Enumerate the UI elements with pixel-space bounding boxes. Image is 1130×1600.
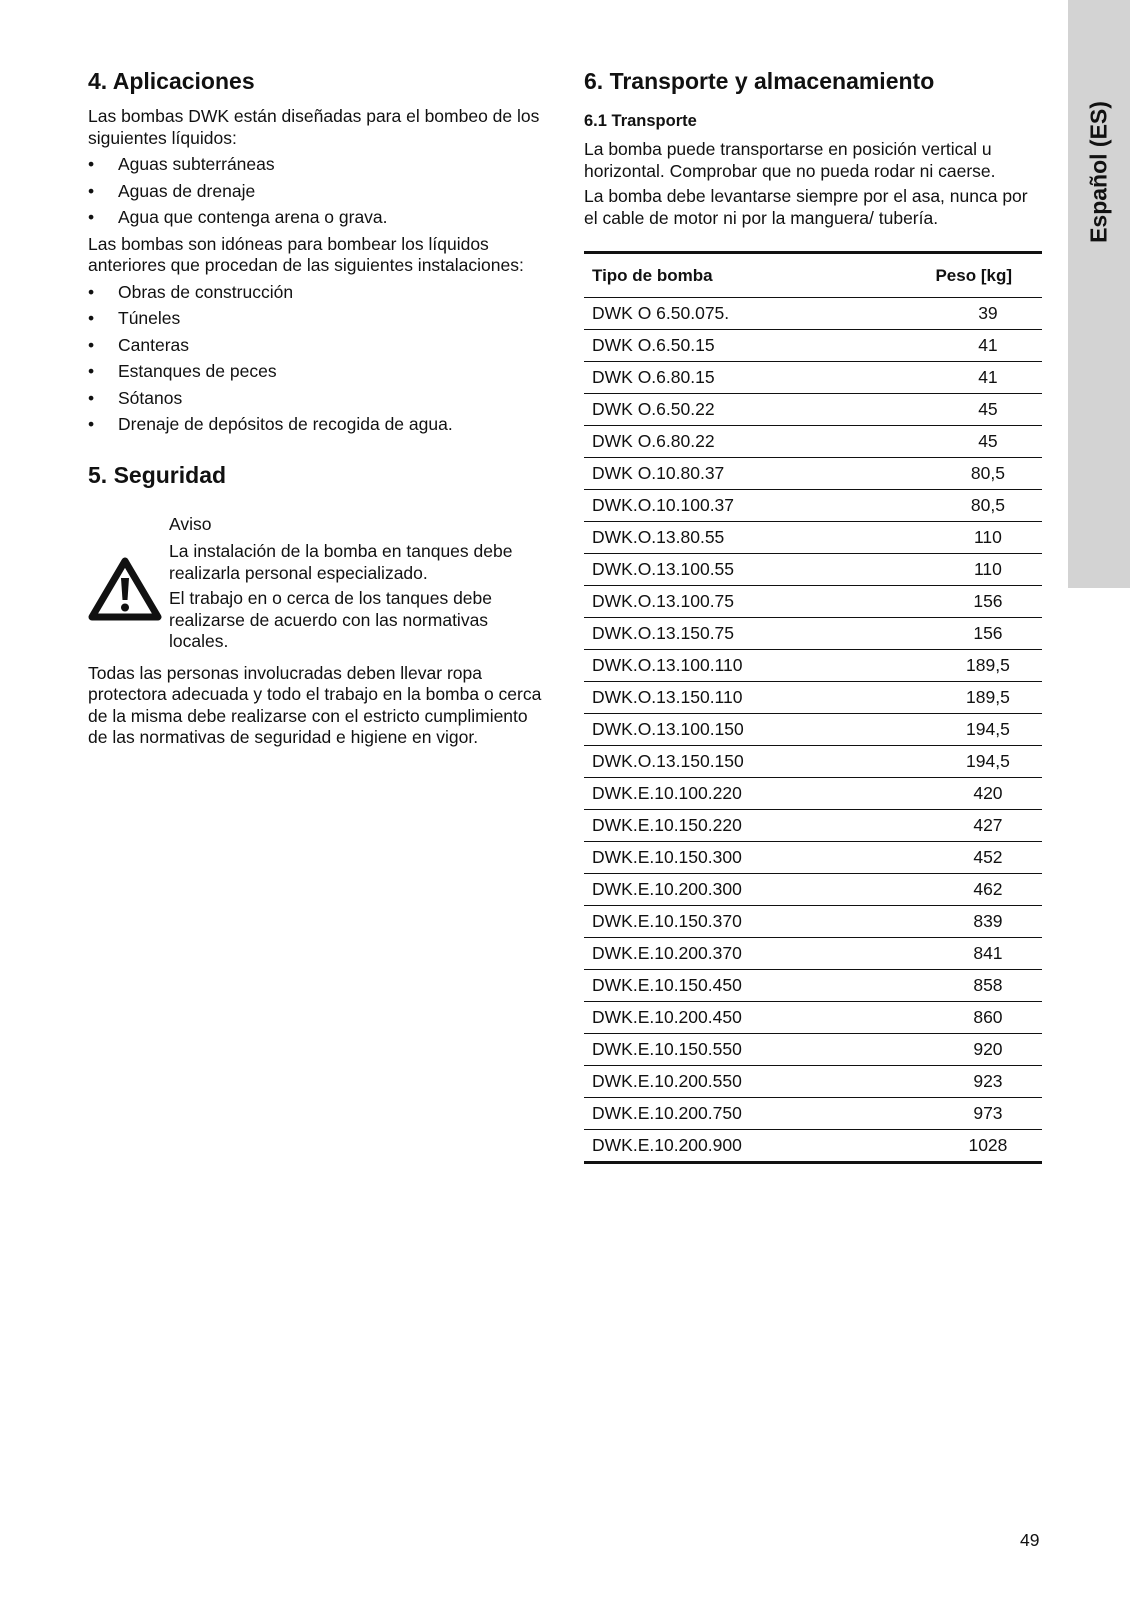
right-column [584,66,1042,1164]
warning-text-1: La instalación de la bomba en tanques debe realizarla personal especializado. [169,541,513,583]
pump-type-cell: DWK.E.10.200.370 [584,938,792,970]
list-item: • Drenaje de depósitos de recogida de agua. [88,414,548,436]
list-item: • Canteras [88,335,548,357]
weight-cell: 1028 [792,1130,1042,1163]
pump-type-cell: DWK.O.13.100.75 [584,586,792,618]
pump-type-cell: DWK.O.13.150.110 [584,682,792,714]
table-row [584,522,1042,554]
pump-type-cell: DWK.E.10.200.550 [584,1066,792,1098]
section-6-title: 6. Transporte y almacenamiento [584,68,935,94]
weight-cell: 920 [792,1034,1042,1066]
weight-cell: 45 [792,426,1042,458]
table-row [584,618,1042,650]
weight-cell: 923 [792,1066,1042,1098]
table-row [584,1098,1042,1130]
language-tab-label: Español (ES) [1085,101,1112,243]
table-row [584,394,1042,426]
section-seguridad [88,460,548,749]
pump-type-cell: DWK.O.10.100.37 [584,490,792,522]
pump-type-cell: DWK O.6.80.22 [584,426,792,458]
table-row [584,874,1042,906]
section-6-1-title: 6.1 Transporte [584,112,697,130]
table-row [584,490,1042,522]
table-row [584,298,1042,330]
list-item: • Obras de construcción [88,282,548,304]
warning-text-2: El trabajo en o cerca de los tanques debe realizarse de acuerdo con las normativas locales. [169,588,492,651]
pump-type-cell: DWK O.10.80.37 [584,458,792,490]
table-row [584,650,1042,682]
section-aplicaciones [88,66,548,436]
list-item: • Aguas subterráneas [88,154,548,176]
pump-type-cell: DWK.E.10.150.450 [584,970,792,1002]
weight-cell: 156 [792,586,1042,618]
table-row [584,362,1042,394]
warning-block [88,514,548,653]
table-row [584,778,1042,810]
weight-cell: 858 [792,970,1042,1002]
pump-type-cell: DWK.O.13.150.150 [584,746,792,778]
weight-cell: 427 [792,810,1042,842]
list-item: • Túneles [88,308,548,330]
list-item: • Sótanos [88,388,548,410]
pump-type-cell: DWK.E.10.200.450 [584,1002,792,1034]
header-pump-type: Tipo de bomba [584,253,792,298]
left-column [88,66,548,749]
table-row [584,682,1042,714]
pump-type-cell: DWK.O.13.80.55 [584,522,792,554]
pump-type-cell: DWK.O.13.100.55 [584,554,792,586]
pump-type-cell: DWK O.6.50.15 [584,330,792,362]
weight-cell: 41 [792,362,1042,394]
pump-type-cell: DWK.E.10.200.900 [584,1130,792,1163]
weight-cell: 80,5 [792,490,1042,522]
header-weight: Peso [kg] [792,253,1042,298]
weight-cell: 110 [792,522,1042,554]
warning-triangle-icon [88,556,162,622]
table-row [584,938,1042,970]
weight-cell: 420 [792,778,1042,810]
pump-type-cell: DWK.O.13.100.110 [584,650,792,682]
weight-cell: 194,5 [792,714,1042,746]
table-row [584,586,1042,618]
weight-cell: 462 [792,874,1042,906]
pump-type-cell: DWK.E.10.200.750 [584,1098,792,1130]
weight-cell: 41 [792,330,1042,362]
liquids-list [88,154,548,229]
weight-table-header [584,253,1042,298]
table-row [584,554,1042,586]
pump-type-cell: DWK.E.10.150.220 [584,810,792,842]
weight-cell: 860 [792,1002,1042,1034]
table-row [584,458,1042,490]
weight-cell: 189,5 [792,650,1042,682]
table-row [584,906,1042,938]
pump-type-cell: DWK O 6.50.075. [584,298,792,330]
list-item: • Aguas de drenaje [88,181,548,203]
language-side-tab [1068,0,1130,588]
weight-cell: 189,5 [792,682,1042,714]
table-row [584,1034,1042,1066]
table-row [584,1130,1042,1163]
table-row [584,842,1042,874]
transport-text-1: La bomba puede transportarse en posición vertical u horizontal. Comprobar que no pueda rodar ni caerse. [584,139,996,181]
pump-type-cell: DWK O.6.50.22 [584,394,792,426]
weight-cell: 452 [792,842,1042,874]
table-row [584,330,1042,362]
pump-type-cell: DWK.O.13.100.150 [584,714,792,746]
table-row [584,970,1042,1002]
weight-table [584,251,1042,1164]
list-item: • Estanques de peces [88,361,548,383]
section-4-intro2: Las bombas son idóneas para bombear los líquidos anteriores que procedan de las siguientes instalaciones: [88,233,524,275]
weight-cell: 110 [792,554,1042,586]
section-5-body: Todas las personas involucradas deben llevar ropa protectora adecuada y todo el trabajo en la bomba o cerca de la misma debe realizarse con el estricto cumplimiento de las normativas de seguridad e higiene en vigor. [88,662,542,747]
section-4-title: 4. Aplicaciones [88,68,255,94]
weight-cell: 194,5 [792,746,1042,778]
list-item: • Agua que contenga arena o grava. [88,207,548,229]
weight-cell: 39 [792,298,1042,330]
installations-list [88,282,548,436]
weight-table-body [584,298,1042,1163]
weight-cell: 156 [792,618,1042,650]
weight-cell: 45 [792,394,1042,426]
table-row [584,426,1042,458]
pump-type-cell: DWK.O.13.150.75 [584,618,792,650]
table-row [584,810,1042,842]
pump-type-cell: DWK O.6.80.15 [584,362,792,394]
pump-type-cell: DWK.E.10.150.370 [584,906,792,938]
weight-cell: 80,5 [792,458,1042,490]
weight-cell: 841 [792,938,1042,970]
pump-type-cell: DWK.E.10.100.220 [584,778,792,810]
weight-cell: 839 [792,906,1042,938]
page-number: 49 [1020,1530,1040,1550]
table-row [584,1066,1042,1098]
warning-label: Aviso [169,513,212,534]
transport-text-2: La bomba debe levantarse siempre por el asa, nunca por el cable de motor ni por la manguera/ tubería. [584,186,1028,228]
table-row [584,746,1042,778]
weight-cell: 973 [792,1098,1042,1130]
table-row [584,1002,1042,1034]
pump-type-cell: DWK.E.10.200.300 [584,874,792,906]
section-4-intro: Las bombas DWK están diseñadas para el bombeo de los siguientes líquidos: [88,106,540,148]
pump-type-cell: DWK.E.10.150.550 [584,1034,792,1066]
section-5-title: 5. Seguridad [88,461,227,488]
pump-type-cell: DWK.E.10.150.300 [584,842,792,874]
table-row [584,714,1042,746]
